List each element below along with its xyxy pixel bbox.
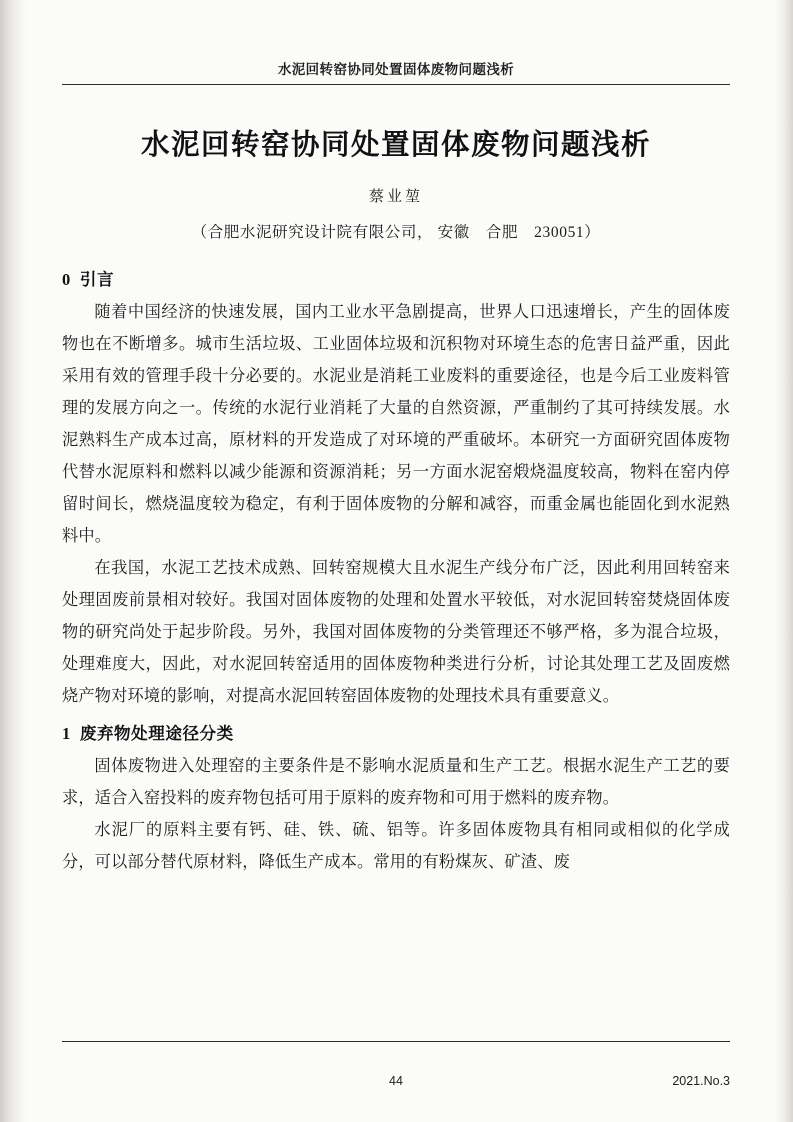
issue-label: 2021.No.3 [672,1074,730,1088]
page-number: 44 [389,1074,403,1088]
header-rule [62,84,730,85]
author-affiliation: （合肥水泥研究设计院有限公司， 安徽 合肥 230051） [191,224,601,241]
section-heading-0 [62,266,730,290]
section-title-0: 引言 [79,270,115,289]
section-number-0: 0 [62,270,71,289]
running-head: 水泥回转窑协同处置固体废物问题浅析 [277,62,515,77]
page-content [62,0,730,1122]
section-number-1: 1 [62,724,71,743]
paragraph: 在我国，水泥工艺技术成熟、回转窑规模大且水泥生产线分布广泛，因此利用回转窑来处理固废前景相对较好。我国对固体废物的处理和处置水平较低，对水泥回转窑焚烧固体废物的研究尚处于起步阶段。另外，我国对固体废物的分类管理还不够严格，多为混合垃圾，处理难度大，因此，对水泥回转窑适用的固体废物种类进行分析，讨论其处理工艺及固废燃烧产物对环境的影响，对提高水泥回转窑固体废物的处理技术具有重要意义。 [62,559,730,705]
footer-rule [62,1041,730,1042]
author-name: 蔡业堃 [368,189,423,205]
paragraph: 固体废物进入处理窑的主要条件是不影响水泥质量和生产工艺。根据水泥生产工艺的要求，适合入窑投料的废弃物包括可用于原料的废弃物和可用于燃料的废弃物。 [62,757,730,807]
paragraph: 水泥厂的原料主要有钙、硅、铁、硫、铝等。许多固体废物具有相同或相似的化学成分，可以部分替代原材料，降低生产成本。常用的有粉煤灰、矿渣、废 [62,821,730,871]
page-title: 水泥回转窑协同处置固体废物问题浅析 [140,130,651,161]
section-heading-1 [62,720,730,744]
article-body [62,258,730,878]
paragraph: 随着中国经济的快速发展，国内工业水平急剧提高，世界人口迅速增长，产生的固体废物也在不断增多。城市生活垃圾、工业固体垃圾和沉积物对环境生态的危害日益严重，因此采用有效的管理手段十分必要的。水泥业是消耗工业废料的重要途径，也是今后工业废料管理的发展方向之一。传统的水泥行业消耗了大量的自然资源，严重制约了其可持续发展。水泥熟料生产成本过高，原材料的开发造成了对环境的严重破坏。本研究一方面研究固体废物代替水泥原料和燃料以减少能源和资源消耗；另一方面水泥窑煅烧温度较高，物料在窑内停留时间长，燃烧温度较为稳定，有利于固体废物的分解和减容，而重金属也能固化到水泥熟料中。 [62,303,730,545]
section-title-1: 废弃物处理途径分类 [79,724,234,743]
